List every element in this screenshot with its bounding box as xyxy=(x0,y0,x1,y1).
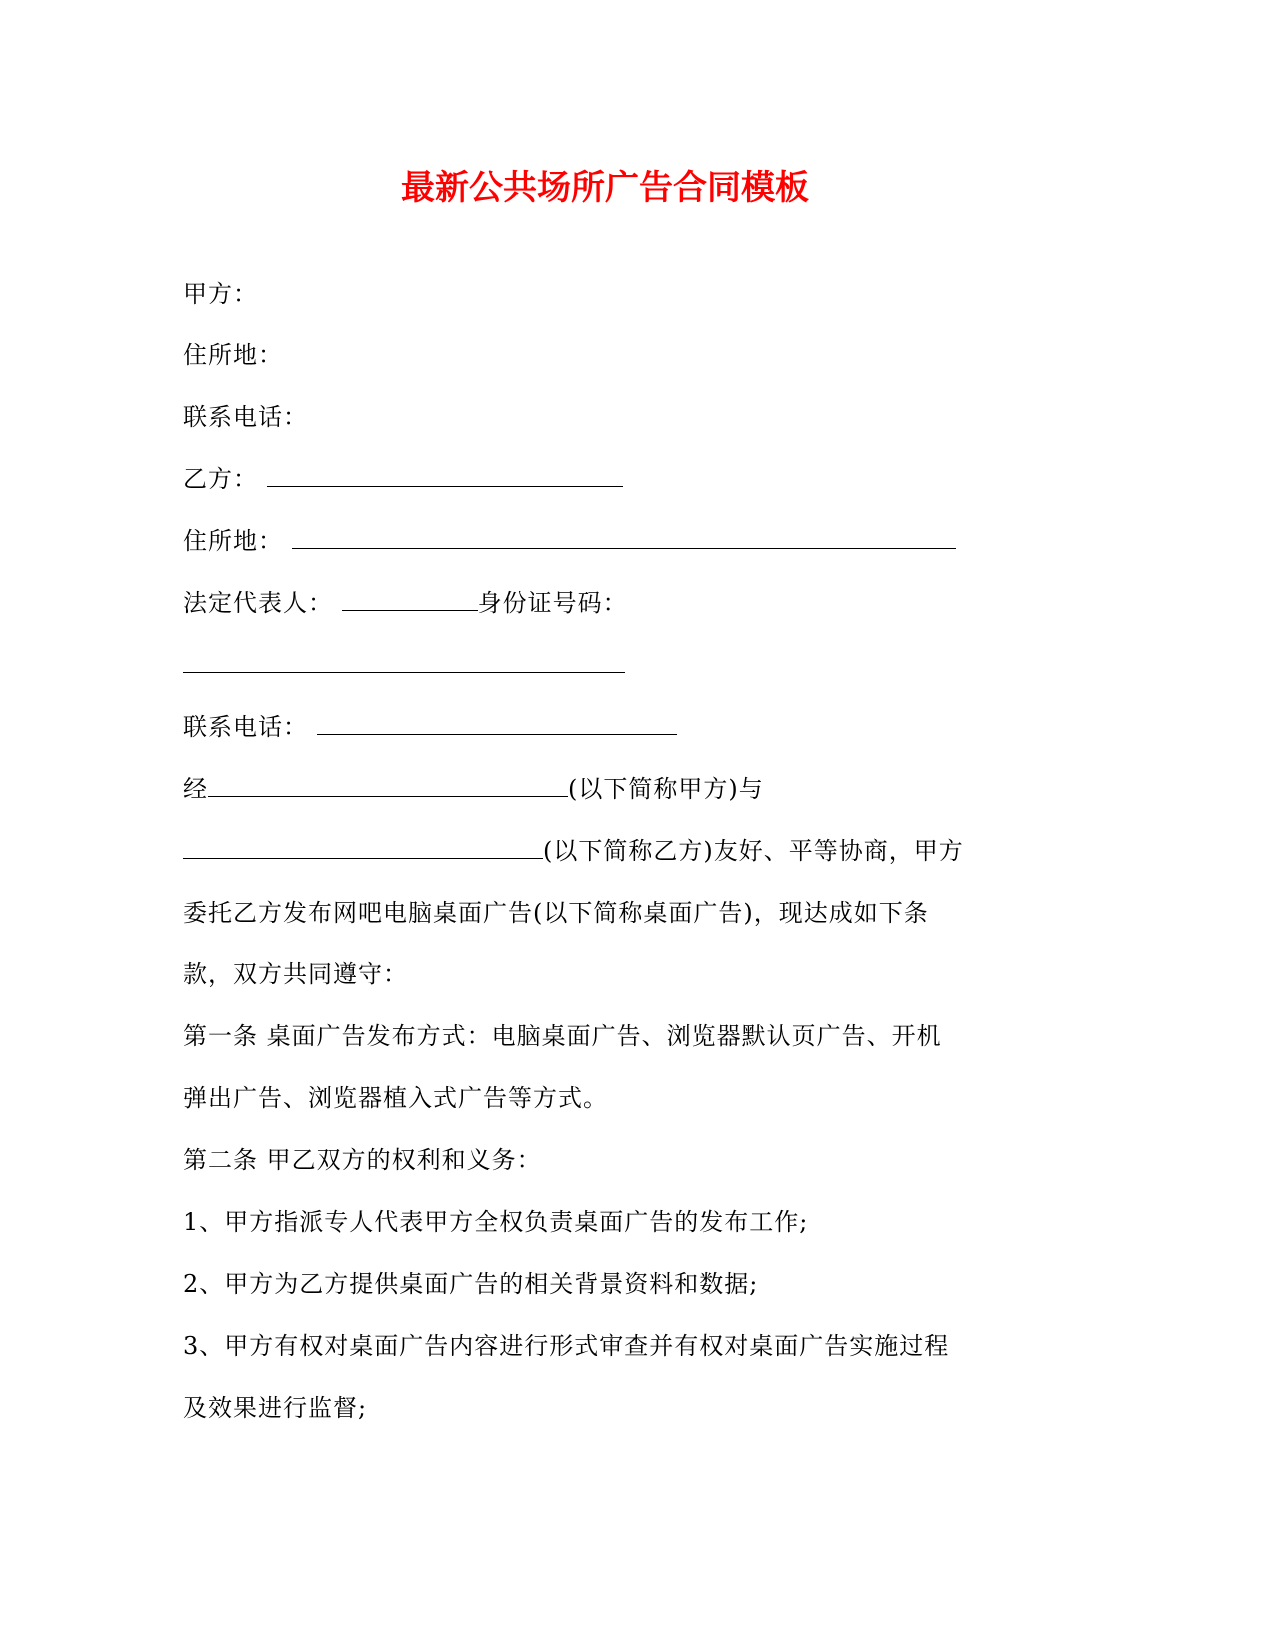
legal-rep-line xyxy=(183,587,628,619)
party-a-phone-line xyxy=(183,401,308,433)
party-a-address-label: 住所地： xyxy=(183,341,283,369)
article2-item-1: 1、甲方指派专人代表甲方全权负责桌面广告的发布工作; xyxy=(183,1208,809,1236)
intro-line-2 xyxy=(183,835,964,867)
intro-line-3: 委托乙方发布网吧电脑桌面广告(以下简称桌面广告)，现达成如下条 xyxy=(183,899,929,927)
article2-item-3-line-1: 3、甲方有权对桌面广告内容进行形式审查并有权对桌面广告实施过程 xyxy=(183,1332,950,1360)
document-title: 最新公共场所广告合同模板 xyxy=(401,168,809,208)
article2-heading: 第二条 甲乙双方的权利和义务： xyxy=(183,1146,542,1174)
legal-rep-blank[interactable] xyxy=(342,588,478,611)
intro-prefix: 经 xyxy=(183,775,208,803)
party-b-address-line xyxy=(183,525,956,557)
party-a-address-line xyxy=(183,339,283,371)
party-a-line xyxy=(183,278,258,310)
id-number-blank[interactable] xyxy=(183,650,625,673)
party-b-name-blank[interactable] xyxy=(183,836,543,859)
party-b-phone-label: 联系电话： xyxy=(183,713,308,741)
party-b-phone-line xyxy=(183,711,677,743)
party-a-name-blank[interactable] xyxy=(208,774,568,797)
party-b-line xyxy=(183,463,623,495)
id-number-label: 身份证号码： xyxy=(477,589,628,617)
article2-item-3-line-2: 及效果进行监督; xyxy=(183,1394,368,1422)
party-a-phone-label: 联系电话： xyxy=(183,403,308,431)
party-b-label: 乙方： xyxy=(183,465,258,493)
article2-item-2: 2、甲方为乙方提供桌面广告的相关背景资料和数据; xyxy=(183,1270,759,1298)
party-b-address-label: 住所地： xyxy=(183,527,283,555)
intro-after-b: (以下简称乙方)友好、平等协商，甲方 xyxy=(543,837,964,865)
party-b-phone-blank[interactable] xyxy=(317,712,677,735)
article1-line-2: 弹出广告、浏览器植入式广告等方式。 xyxy=(183,1084,608,1112)
intro-after-a: (以下简称甲方)与 xyxy=(568,775,764,803)
article1-line-1: 第一条 桌面广告发布方式：电脑桌面广告、浏览器默认页广告、开机 xyxy=(183,1022,942,1050)
party-b-address-blank[interactable] xyxy=(292,526,956,549)
id-number-blank-line xyxy=(183,649,625,681)
intro-line-1 xyxy=(183,773,764,805)
legal-rep-label: 法定代表人： xyxy=(183,589,333,617)
party-a-label: 甲方： xyxy=(183,280,258,308)
party-b-blank[interactable] xyxy=(267,464,623,487)
intro-line-4: 款，双方共同遵守： xyxy=(183,960,408,988)
